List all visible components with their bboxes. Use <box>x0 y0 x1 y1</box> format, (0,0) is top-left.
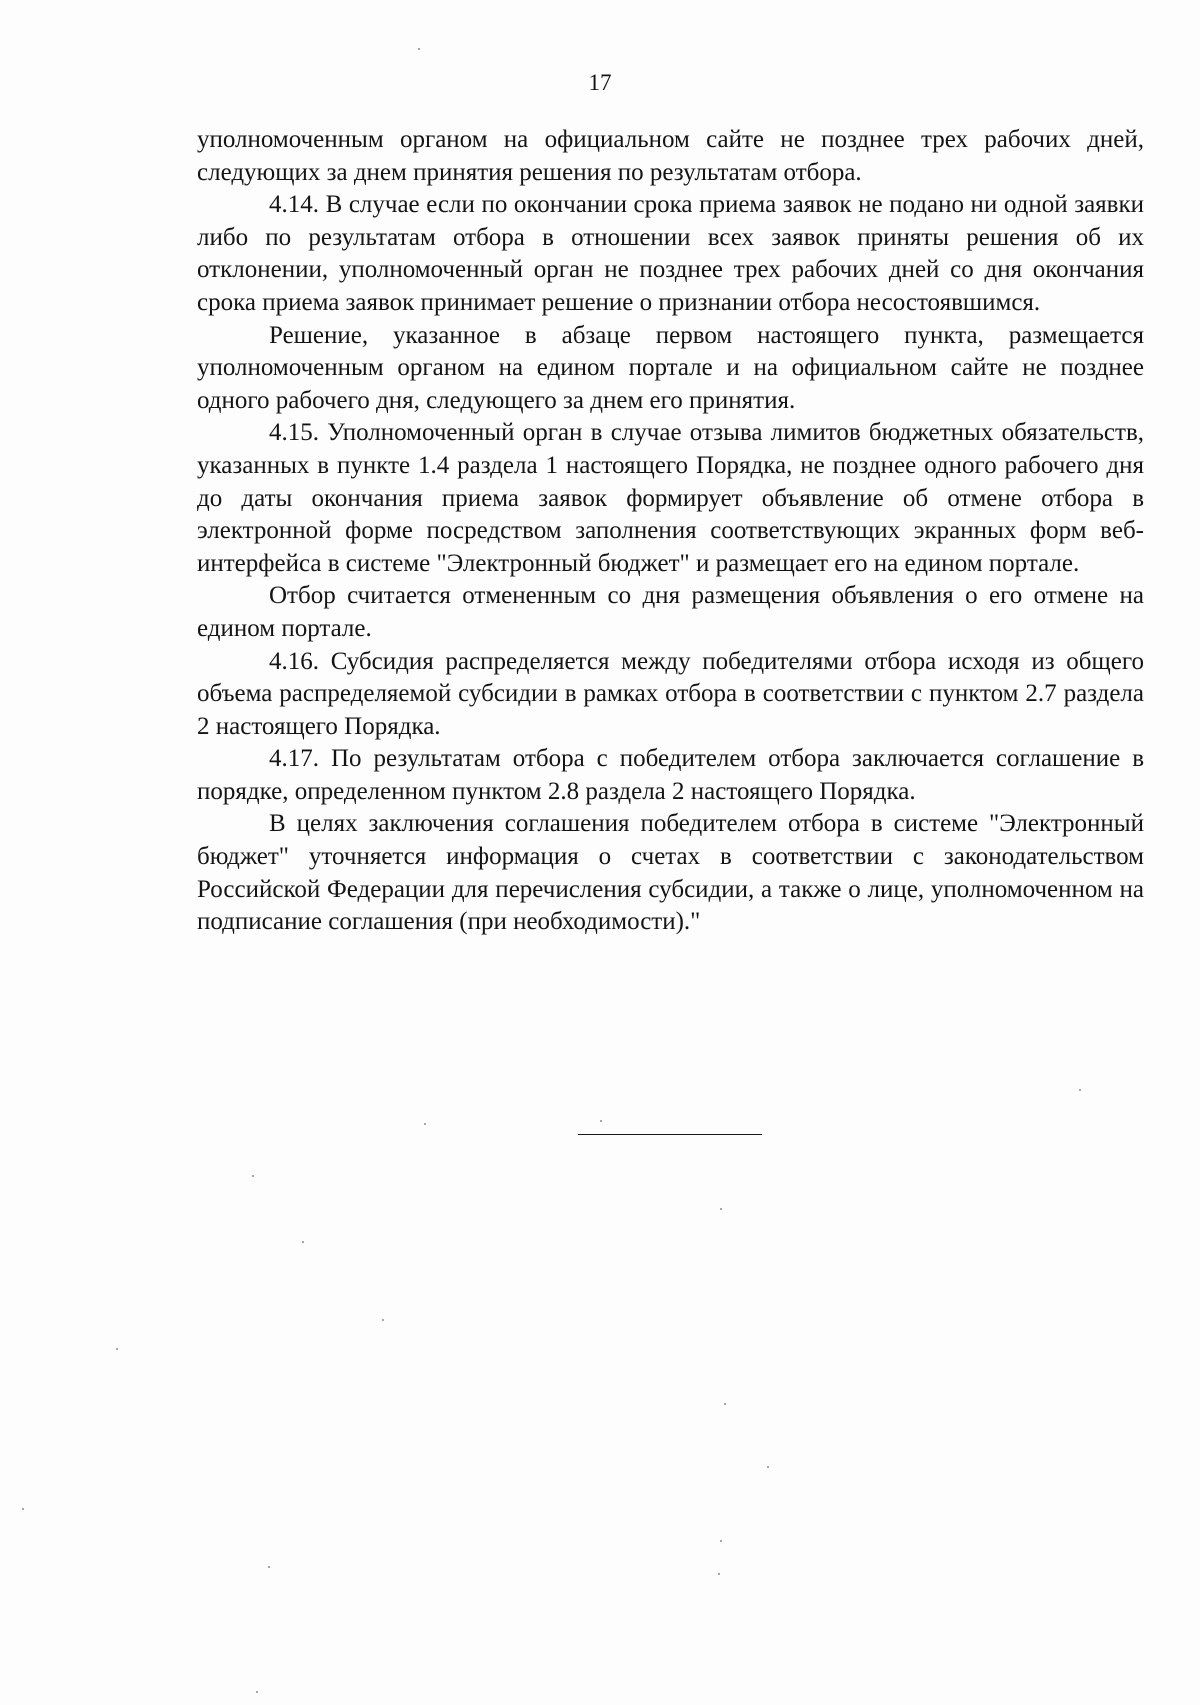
scan-speck <box>22 1508 24 1510</box>
paragraph-4-16: 4.16. Субсидия распределяется между победителями отбора исходя из общего объема распределяемой субсидии в рамках отбора в соответствии с пунктом 2.7 раздела 2 настоящего Порядка. <box>197 647 1144 740</box>
scan-speck <box>382 1319 384 1321</box>
scan-speck <box>724 1403 726 1405</box>
scan-speck <box>720 1540 722 1542</box>
paragraph: В целях заключения соглашения победителем отбора в системе "Электронный бюджет" уточняется информация о счетах в соответствии с законодательством Российской Федерации для перечисления субсидии, а также о лице, уполномоченном на подписание соглашения (при необходимости)." <box>197 810 1144 936</box>
paragraph-4-17: 4.17. По результатам отбора с победителем отбора заключается соглашение в порядке, определенном пунктом 2.8 раздела 2 настоящего Порядка. <box>197 745 1144 805</box>
scan-speck <box>1079 1089 1081 1091</box>
scan-speck <box>600 1120 602 1122</box>
scan-speck <box>268 1566 270 1568</box>
paragraph: Отбор считается отмененным со дня размещения объявления о его отмене на едином портале. <box>197 582 1144 642</box>
scan-speck <box>720 1208 722 1210</box>
document-body <box>197 124 1144 939</box>
scan-speck <box>302 1241 304 1243</box>
scan-speck <box>256 1691 258 1693</box>
scan-speck <box>252 1175 254 1177</box>
paragraph: Решение, указанное в абзаце первом настоящего пункта, размещается уполномоченным органом на едином портале и на официальном сайте не позднее одного рабочего дня, следующего за днем его принятия. <box>197 321 1144 414</box>
scan-speck <box>718 1573 720 1575</box>
paragraph: уполномоченным органом на официальном сайте не позднее трех рабочих дней, следующих за днем принятия решения по результатам отбора. <box>197 126 1144 186</box>
scan-speck <box>424 1123 426 1125</box>
scan-speck <box>116 1348 118 1350</box>
scan-speck <box>418 48 420 50</box>
end-of-text-rule <box>578 1134 762 1135</box>
scan-speck <box>767 1466 769 1468</box>
paragraph-4-14: 4.14. В случае если по окончании срока приема заявок не подано ни одной заявки либо по результатам отбора в отношении всех заявок приняты решения об их отклонении, уполномоченный орган не позднее трех рабочих дней со дня окончания срока приема заявок принимает решение о признании отбора несостоявшимся. <box>197 191 1144 316</box>
paragraph-4-15: 4.15. Уполномоченный орган в случае отзыва лимитов бюджетных обязательств, указанных в пункте 1.4 раздела 1 настоящего Порядка, не позднее одного рабочего дня до даты окончания приема заявок формирует объявление об отмене отбора в электронной форме посредством заполнения соответствующих экранных форм веб-интерфейса в системе "Электронный бюджет" и размещает его на едином портале. <box>197 419 1144 577</box>
page-number: 17 <box>588 70 612 95</box>
